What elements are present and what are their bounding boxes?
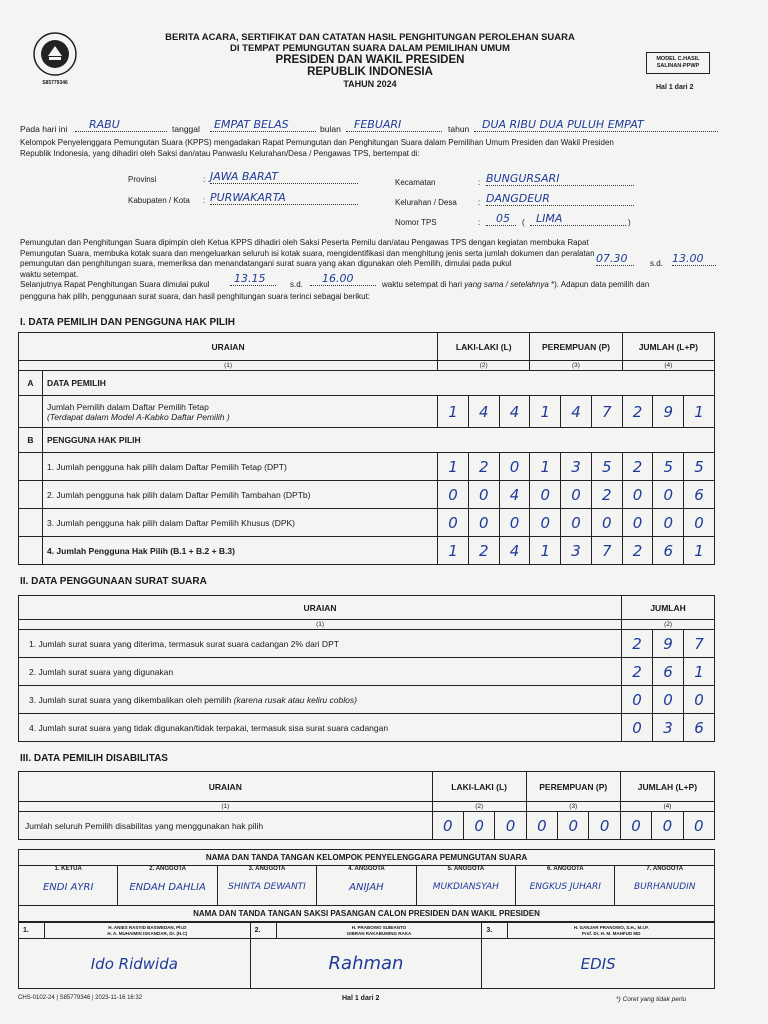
title-line-3: PRESIDEN DAN WAKIL PRESIDEN: [275, 54, 465, 66]
kpps-member-5: [416, 866, 515, 906]
s1-letter-a: A: [19, 371, 43, 396]
s1-row-dpt: [19, 396, 715, 428]
s3-j-1: 0: [652, 812, 683, 840]
kpps-member-6: [516, 866, 615, 906]
section3-title: III. DATA PEMILIH DISABILITAS: [20, 753, 168, 764]
s1-num-4: (4): [622, 361, 714, 371]
label-p5-sd: s.d.: [290, 280, 303, 289]
s1-b3-p-1: 0: [561, 509, 592, 537]
s3-j-2: 0: [683, 812, 714, 840]
label-provinsi: Provinsi: [128, 175, 157, 184]
section1-table: [18, 332, 715, 565]
s1-b4-l-1: 2: [468, 537, 499, 565]
saksi-candidate-1: [44, 923, 250, 939]
s2-r4-d1: 3: [653, 714, 684, 742]
saksi-c1-president: H. ANIES RASYID BASWEDAN, Ph.D: [108, 925, 187, 930]
s1-dpt-l-1: 4: [468, 396, 499, 428]
s1-row-b4: [19, 537, 715, 565]
kpps-role-4: 4. ANGGOTA: [348, 866, 385, 872]
title-line-4: REPUBLIK INDONESIA: [307, 66, 433, 78]
s1-b2-l-1: 0: [468, 481, 499, 509]
label-kecamatan: Kecamatan: [395, 178, 436, 187]
s1-header-laki: LAKI-LAKI (L): [438, 333, 530, 361]
body-p5-line: [20, 272, 740, 292]
s1-dpt-label: Jumlah Pemilih dalam Daftar Pemilih Tetap: [46, 401, 209, 412]
s2-r3-label: 3. Jumlah surat suara yang dikembalikan oleh pemilih: [29, 694, 232, 705]
body-p6: pengguna hak pilih, penggunaan surat suara, dan hasil penghitungan suara terinci sebagai berikut:: [20, 292, 371, 301]
s1-b4-j-0: 2: [622, 537, 653, 565]
s1-b3-p-0: 0: [530, 509, 561, 537]
footer-center: Hal 1 dari 2: [342, 995, 380, 1002]
saksi-title: NAMA DAN TANDA TANGAN SAKSI PASANGAN CALON PRESIDEN DAN WAKIL PRESIDEN: [19, 906, 715, 922]
s1-b2-p-0: 0: [530, 481, 561, 509]
s1-b1-label: 1. Jumlah pengguna hak pilih dalam Daftar Pemilih Tetap (DPT): [42, 453, 437, 481]
field-kabupaten: PURWAKARTA: [210, 191, 358, 205]
s1-title-b: PENGGUNA HAK PILIH: [42, 428, 714, 453]
s1-row-b3: [19, 509, 715, 537]
s3-j-0: 0: [620, 812, 651, 840]
s2-r1-label: 1. Jumlah surat suara yang diterima, termasuk surat suara cadangan 2% dari DPT: [19, 630, 622, 658]
kpps-role-3: 3. ANGGOTA: [248, 866, 286, 872]
s1-dpt-p-0: 1: [530, 396, 561, 428]
kpps-member-3: [217, 866, 316, 906]
s1-b4-label: 4. Jumlah Pengguna Hak Pilih (B.1 + B.2 + B.3): [42, 537, 437, 565]
s1-b1-l-1: 2: [468, 453, 499, 481]
s1-b4-j-1: 6: [653, 537, 684, 565]
s1-header-perempuan: PEREMPUAN (P): [530, 333, 622, 361]
field-kecamatan: BUNGURSARI: [486, 172, 634, 186]
field-p3-start: 07.30: [596, 254, 634, 266]
s2-r2-d2: 1: [684, 658, 715, 686]
s2-r4-label: 4. Jumlah surat suara yang tidak digunakan/tidak terpakai, termasuk sisa surat suara cadangan: [19, 714, 622, 742]
s2-r3-d0: 0: [622, 686, 653, 714]
s1-num-2: (2): [438, 361, 530, 371]
model-line-2: SALINAN-PPWP: [656, 63, 700, 69]
body-p5a: Selanjutnya Rapat Penghitungan Suara dimulai pukul: [20, 280, 210, 289]
s2-header-jumlah: JUMLAH: [622, 596, 715, 620]
kpu-emblem-icon: [32, 30, 78, 78]
s3-num-3: (3): [526, 802, 620, 812]
s2-r4-d2: 6: [684, 714, 715, 742]
kpps-member-7: [615, 866, 715, 906]
title-line-5: TAHUN 2024: [343, 79, 397, 89]
s3-num-1: (1): [19, 802, 433, 812]
label-bulan: bulan: [320, 124, 341, 134]
kpps-name-7: BURHANUDIN: [633, 882, 696, 892]
s3-row: [19, 812, 715, 840]
s1-title-a: DATA PEMILIH: [42, 371, 714, 396]
s1-b4-l-2: 4: [499, 537, 530, 565]
kpps-name-6: ENGKUS JUHARI: [529, 882, 601, 892]
saksi-candidate-3: [508, 923, 715, 939]
s1-b1-p-1: 3: [561, 453, 592, 481]
s1-b1-j-0: 2: [622, 453, 653, 481]
field-hari: RABU: [75, 118, 167, 132]
s1-row-b2: [19, 481, 715, 509]
s1-b3-p-2: 0: [591, 509, 622, 537]
s1-dpt-j-2: 1: [684, 396, 715, 428]
s2-r3-d1: 0: [653, 686, 684, 714]
kpps-name-1: ENDI AYRI: [42, 882, 94, 893]
kpps-role-7: 7. ANGGOTA: [646, 866, 684, 872]
section2-title: II. DATA PENGGUNAAN SURAT SUARA: [20, 576, 207, 587]
s1-dpt-p-2: 7: [591, 396, 622, 428]
s1-b2-j-0: 0: [622, 481, 653, 509]
label-tps: Nomor TPS: [395, 218, 437, 227]
kpps-signature-table: [18, 849, 715, 922]
s1-b1-l-2: 0: [499, 453, 530, 481]
s1-b1-p-2: 5: [591, 453, 622, 481]
section2-table: [18, 595, 715, 742]
s1-b2-p-2: 2: [591, 481, 622, 509]
s1-num-3: (3): [530, 361, 622, 371]
kpps-role-1: 1. KETUA: [54, 866, 82, 872]
kpps-member-4: [317, 866, 416, 906]
s2-row-1: [19, 630, 715, 658]
body-p5-italic: yang sama / setelahnya: [464, 280, 549, 289]
s3-num-4: (4): [620, 802, 714, 812]
intro-line-2: Kelompok Penyelenggara Pemungutan Suara (KPPS) mengadakan Rapat Pemungutan dan Penghitungan Suara dalam Pemilihan Umum Presiden dan Wakil Presiden: [20, 138, 614, 147]
body-p1: Pemungutan dan Penghitungan Suara dipimpin oleh Ketua KPPS dihadiri oleh Saksi Peserta Pemilu dan/atau Pengawas TPS dengan kegiatan membuka Rapat: [20, 238, 589, 247]
footer-right: *) Coret yang tidak perlu: [616, 996, 687, 1003]
footer-left: CHS-0102-24 | S85779346 | 2023-11-16 16:32: [18, 995, 143, 1001]
kpps-name-2: ENDAH DAHLIA: [129, 882, 206, 893]
s3-header-laki: LAKI-LAKI (L): [432, 772, 526, 802]
location-block: Provinsi : JAWA BARAT Kabupaten / Kota : PURWAKARTA Kecamatan : BUNGURSARI Kelurahan / Desa : DANGDEUR Nomor TPS : 05 ( LIMA ): [0, 170, 768, 230]
s3-p-0: 0: [526, 812, 557, 840]
s2-r1-d1: 9: [653, 630, 684, 658]
s2-r2-label: 2. Jumlah surat suara yang digunakan: [19, 658, 622, 686]
field-p5-end: 16.00: [310, 274, 376, 286]
saksi-no-1: 1.: [19, 923, 45, 939]
label-tanggal: tanggal: [172, 124, 200, 134]
title-line-1: BERITA ACARA, SERTIFIKAT DAN CATATAN HASIL PENGHITUNGAN PEROLEHAN SUARA: [165, 32, 575, 43]
s3-l-1: 0: [463, 812, 494, 840]
s2-header-uraian: URAIAN: [19, 596, 622, 620]
kpps-name-5: MUKDIANSYAH: [432, 882, 499, 892]
body-text: [20, 238, 740, 303]
s1-row-b1: [19, 453, 715, 481]
title-line-2: DI TEMPAT PEMUNGUTAN SUARA DALAM PEMILIHAN UMUM: [230, 43, 510, 54]
s2-row-2: [19, 658, 715, 686]
s1-dpt-j-1: 9: [653, 396, 684, 428]
logo-serial: S85779346: [42, 80, 68, 86]
s3-header-uraian: URAIAN: [19, 772, 433, 802]
field-tahun: DUA RIBU DUA PULUH EMPAT: [474, 118, 718, 132]
field-tanggal: EMPAT BELAS: [210, 118, 316, 132]
s1-b3-l-2: 0: [499, 509, 530, 537]
s2-r2-d1: 6: [653, 658, 684, 686]
s3-p-1: 0: [558, 812, 589, 840]
saksi-signature-3: EDIS: [482, 939, 715, 989]
s1-b1-j-2: 5: [684, 453, 715, 481]
s2-r1-d2: 7: [684, 630, 715, 658]
saksi-no-2: 2.: [250, 923, 276, 939]
body-p2: Pemungutan Suara, membuka kotak suara dan mengeluarkan seluruh isi kotak suara, mengidentifikasi dan menghitung jenis serta jumlah dokumen dan peralatan: [20, 248, 595, 258]
s1-b2-l-0: 0: [438, 481, 469, 509]
kpps-role-2: 2. ANGGOTA: [149, 866, 186, 872]
s1-dpt-sublabel: (Terdapat dalam Model A-Kabko Daftar Pemilih ): [46, 411, 230, 422]
s2-row-4: [19, 714, 715, 742]
s1-header-jumlah: JUMLAH (L+P): [622, 333, 714, 361]
kpps-name-3: SHINTA DEWANTI: [228, 882, 306, 892]
s1-dpt-j-0: 2: [622, 396, 653, 428]
intro-line-1: [20, 118, 720, 136]
field-p5-start: 13.15: [230, 274, 276, 286]
kpps-role-5: 5. ANGGOTA: [447, 866, 485, 872]
label-kabupaten: Kabupaten / Kota: [128, 196, 190, 205]
kpps-member-2: [118, 866, 217, 906]
s1-b1-j-1: 5: [653, 453, 684, 481]
s1-b4-p-1: 3: [561, 537, 592, 565]
field-tps: 05: [486, 212, 516, 226]
s1-header-uraian: URAIAN: [19, 333, 438, 361]
s1-b3-label: 3. Jumlah pengguna hak pilih dalam Daftar Pemilih Khusus (DPK): [42, 509, 437, 537]
s1-dpt-l-2: 4: [499, 396, 530, 428]
s1-b3-j-1: 0: [653, 509, 684, 537]
saksi-signature-2: Rahman: [250, 939, 482, 989]
s1-dpt-p-1: 4: [561, 396, 592, 428]
saksi-c3-vice: Prof. Dr. H. M. MAHFUD MD: [581, 930, 641, 936]
saksi-signature-1: Ido Ridwida: [19, 939, 251, 989]
s3-header-jumlah: JUMLAH (L+P): [620, 772, 714, 802]
label-tahun: tahun: [448, 124, 470, 134]
s3-num-2: (2): [432, 802, 526, 812]
field-tps-words: LIMA: [530, 212, 626, 226]
s1-b4-p-0: 1: [530, 537, 561, 565]
saksi-c3-president: H. GANJAR PRANOWO, S.H., M.I.P.: [573, 925, 649, 930]
s3-row-label: Jumlah seluruh Pemilih disabilitas yang menggunakan hak pilih: [19, 812, 433, 840]
kpps-name-4: ANIJAH: [349, 882, 384, 893]
s2-row-3: [19, 686, 715, 714]
s1-b1-p-0: 1: [530, 453, 561, 481]
body-p5c: *). Adapun data pemilih dan: [551, 280, 650, 289]
s1-num-1: (1): [19, 361, 438, 371]
field-kelurahan: DANGDEUR: [486, 192, 634, 206]
kpps-role-6: 6. ANGGOTA: [546, 866, 584, 872]
s2-r3-d2: 0: [684, 686, 715, 714]
s1-dpt-l-0: 1: [438, 396, 469, 428]
s1-b4-j-2: 1: [684, 537, 715, 565]
s1-b2-label: 2. Jumlah pengguna hak pilih dalam Daftar Pemilih Tambahan (DPTb): [42, 481, 437, 509]
s3-header-perempuan: PEREMPUAN (P): [526, 772, 620, 802]
s1-b3-j-0: 0: [622, 509, 653, 537]
field-p3-end: 13.00: [672, 254, 716, 266]
s1-letter-b: B: [19, 428, 43, 453]
body-p4: waktu setempat.: [20, 269, 79, 279]
s1-b3-j-2: 0: [684, 509, 715, 537]
s1-b4-l-0: 1: [438, 537, 469, 565]
intro-line-3: Republik Indonesia, yang dihadiri oleh Saksi dan/atau Panwaslu Kelurahan/Desa / Pengawas TPS, bertempat di:: [20, 149, 420, 158]
s1-b2-j-1: 0: [653, 481, 684, 509]
kpps-member-1: [19, 866, 118, 906]
saksi-c2-vice: GIBRAN RAKABUMING RAKA: [346, 930, 412, 936]
field-provinsi: JAWA BARAT: [210, 170, 358, 184]
s3-l-0: 0: [432, 812, 463, 840]
s2-r1-d0: 2: [622, 630, 653, 658]
label-kelurahan: Kelurahan / Desa: [395, 198, 457, 207]
body-p5b: waktu setempat di hari: [382, 280, 463, 289]
saksi-c2-president: H. PRABOWO SUBIANTO: [351, 925, 407, 930]
s3-p-2: 0: [589, 812, 620, 840]
section3-table: [18, 771, 715, 840]
label-p3-sd: s.d.: [650, 259, 663, 268]
s1-b3-l-1: 0: [468, 509, 499, 537]
document-title: [100, 32, 640, 89]
model-box: [646, 52, 710, 74]
s1-b2-p-1: 0: [561, 481, 592, 509]
s2-r2-d0: 2: [622, 658, 653, 686]
body-p3: pemungutan dan penghitungan suara, memeriksa dan menandatangani surat suara yang akan digunakan oleh Pemilih, dimulai pada pukul: [20, 259, 512, 268]
page-indicator-top: Hal 1 dari 2: [656, 84, 694, 91]
saksi-signature-table: [18, 922, 715, 989]
saksi-no-3: 3.: [482, 923, 508, 939]
s2-num-2: (2): [622, 620, 715, 630]
s2-num-1: (1): [19, 620, 622, 630]
s1-b1-l-0: 1: [438, 453, 469, 481]
model-line-1: MODEL C.HASIL: [656, 56, 700, 62]
kpps-title: NAMA DAN TANDA TANGAN KELOMPOK PENYELENGGARA PEMUNGUTAN SUARA: [19, 850, 715, 866]
s2-r3-italic: (karena rusak atau keliru coblos): [233, 694, 357, 705]
field-bulan: FEBUARI: [346, 118, 442, 132]
label-pada-hari: Pada hari ini: [20, 124, 68, 134]
s2-r4-d0: 0: [622, 714, 653, 742]
s1-b2-j-2: 6: [684, 481, 715, 509]
saksi-c1-vice: H. A. MUHAIMIN ISKANDAR, Dr. (H.C): [107, 930, 188, 936]
s1-b3-l-0: 0: [438, 509, 469, 537]
s3-l-2: 0: [495, 812, 526, 840]
kpu-logo: [32, 30, 78, 90]
s1-b2-l-2: 4: [499, 481, 530, 509]
section1-title: I. DATA PEMILIH DAN PENGGUNA HAK PILIH: [20, 317, 235, 328]
saksi-candidate-2: [276, 923, 482, 939]
s1-b4-p-2: 7: [591, 537, 622, 565]
